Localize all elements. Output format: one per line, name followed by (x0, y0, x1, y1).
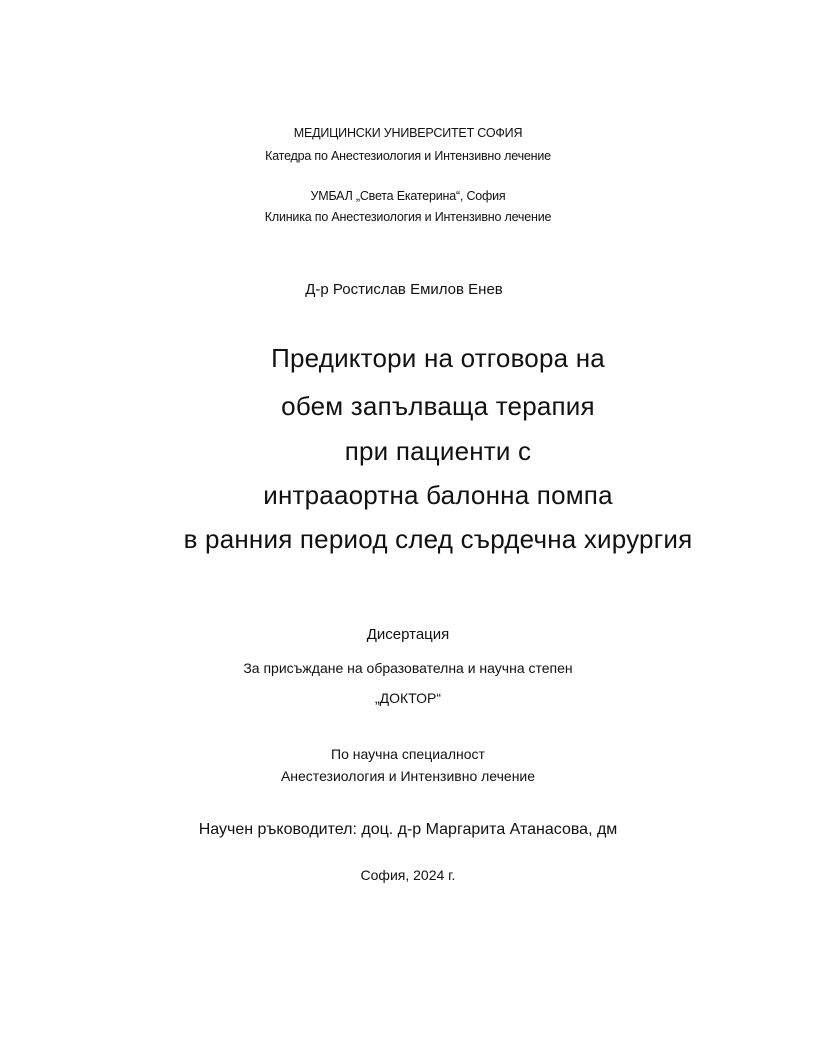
title-line-3: при пациенти с (344, 436, 532, 466)
specialty-name: Анестезиология и Интензивно лечение (280, 768, 536, 784)
place-date: София, 2024 г. (360, 867, 456, 883)
title-line-2: обем запълваща терапия (281, 391, 595, 421)
university-name: МЕДИЦИНСКИ УНИВЕРСИТЕТ СОФИЯ (293, 126, 523, 140)
degree-purpose: За присъждане на образователна и научна степен (243, 660, 573, 676)
specialty-label: По научна специалност (331, 746, 485, 762)
clinic-name: Клиника по Анестезиология и Интензивно лечение (264, 210, 552, 224)
hospital-name: УМБАЛ „Света Екатерина“, София (310, 189, 506, 203)
title-line-1: Предиктори на отговора на (271, 343, 605, 373)
title-line-5: в ранния период след сърдечна хирургия (183, 524, 693, 554)
title-line-4: интрааортна балонна помпа (263, 480, 613, 510)
dissertation-label: Дисертация (366, 626, 450, 643)
author-name: Д-р Ростислав Емилов Енев (305, 281, 503, 298)
department-name: Катедра по Анестезиология и Интензивно лечение (265, 149, 551, 163)
degree-name: „ДОКТОР“ (374, 690, 441, 706)
supervisor: Научен ръководител: доц. д-р Маргарита Атанасова, дм (198, 821, 618, 838)
